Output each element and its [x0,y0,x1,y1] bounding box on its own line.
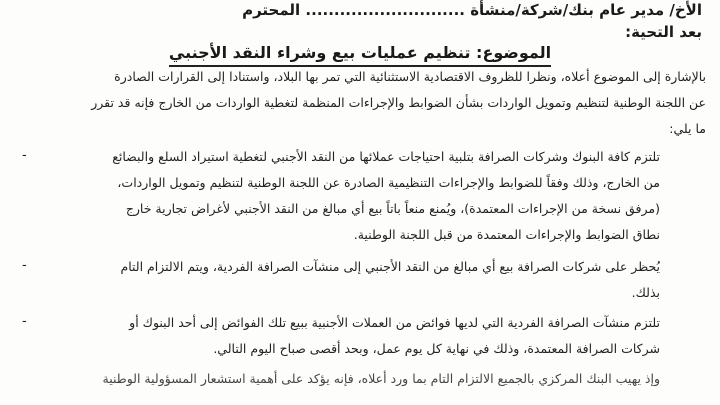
greeting-line: بعد التحية: [625,23,702,41]
intro-line-3: ما يلي: [669,121,706,136]
intro-line-1: بالإشارة إلى الموضوع أعلاه، ونظرا للظروف الاقتصادية الاستثنائية التي تمر بها البلاد، واستنادا إلى القرارات الصادرة [114,69,706,84]
item-3-marker: - [22,314,27,329]
item-1-line-2: من الخارج، وذلك وفقاً للضوابط والإجراءات التنظيمية الصادرة عن اللجنة الوطنية لتنظيم وتمويل الواردات، [117,175,660,190]
item-1-marker: - [22,148,27,163]
item-2-line-2: بذلك. [631,285,660,300]
subject-underlined [169,42,551,67]
item-1-line-1: تلتزم كافة البنوك وشركات الصرافة بتلبية احتياجات عملائها من النقد الأجنبي لتغطية استيراد السلع والبضائع [112,149,660,164]
intro-line-2: عن اللجنة الوطنية لتنظيم وتمويل الواردات بشأن الضوابط والإجراءات المنظمة لتغطية الواردات من الخارج فإنه قد تقرر [91,95,706,110]
subject-label: الموضوع: [476,43,552,62]
subject-text: تنظيم عمليات بيع وشراء النقد الأجنبي [168,43,471,62]
subject-line [0,42,720,67]
item-3-line-1: تلتزم منشآت الصرافة الفردية التي لديها فوائض من العملات الأجنبية ببيع تلك الفوائض إلى أحد البنوك أو [129,315,660,330]
item-1-line-4: نطاق الضوابط والإجراءات المعتمدة من قبل اللجنة الوطنية. [353,227,660,242]
closing-line-1: وإذ يهيب البنك المركزي بالجميع الالتزام التام بما ورد أعلاه، فإنه يؤكد على أهمية استشعار المسؤولية الوطنية [102,371,660,386]
item-2-line-1: يُحظر على شركات الصرافة بيع أي مبالغ من النقد الأجنبي إلى منشآت الصرافة الفردية، ويتم الالتزام التام [120,259,660,274]
item-3-line-2: شركات الصرافة المعتمدة، وذلك في نهاية كل يوم عمل، وبحد أقصى صباح اليوم التالي. [213,341,660,356]
item-2-marker: - [22,258,27,273]
item-1-line-3: (مرفق نسخة من الإجراءات المعتمدة)، ويُمنع منعاً باتاً بيع أي مبالغ من النقد الأجنبي لأغراض تجارية خارج [125,201,660,216]
addressee-line: الأخ/ مدير عام بنك/شركة/منشأة ............................ المحترم [242,1,702,19]
